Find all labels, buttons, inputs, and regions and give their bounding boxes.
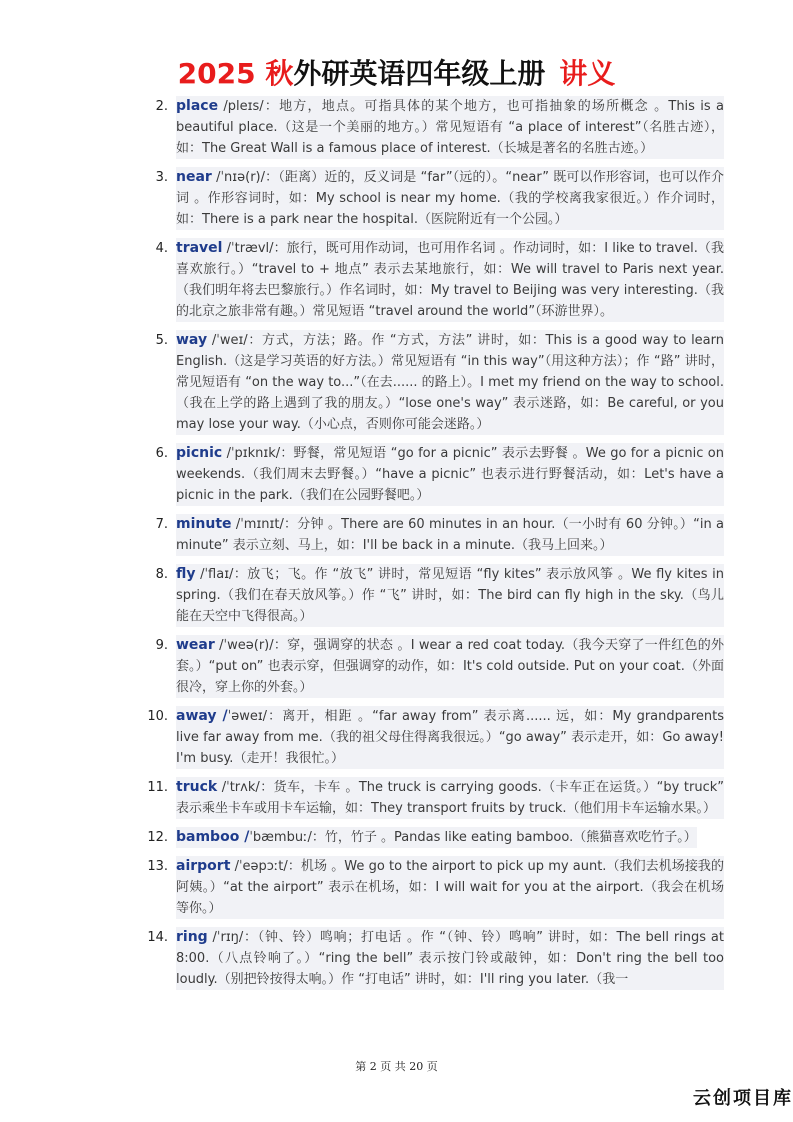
entry-definition: ˈəweɪ/：离开，相距 。“far away from” 表示离...... 远，如：My grandparents live far away from me.（我的祖父母住得离我很远。）“go away” 表示走开，如：Go away! I'm busy.（走开！我很忙。） bbox=[176, 709, 725, 766]
vocab-list bbox=[132, 96, 724, 998]
entry-number: 10. bbox=[147, 709, 168, 724]
entry-word: ring bbox=[176, 929, 208, 945]
entry-definition: /ˈtrʌk/：货车，卡车 。The truck is carrying goods.（卡车正在运货。）“by truck” 表示乘坐卡车或用卡车运输，如：They transport fruits by truck.（他们用卡车运输水果。） bbox=[176, 780, 724, 816]
entry-number: 8. bbox=[155, 567, 168, 582]
entry-number: 13. bbox=[147, 859, 168, 874]
entry-number: 4. bbox=[155, 241, 168, 256]
entry-word: place bbox=[176, 98, 219, 114]
vocab-entry bbox=[132, 514, 724, 556]
vocab-entry bbox=[132, 827, 724, 848]
entry-definition: /ˈeəpɔːt/：机场 。We go to the airport to pick up my aunt.（我们去机场接我的阿姨。）“at the airport” 表示在机场，如：I will wait for you at the airport.（我会在机场等你。） bbox=[176, 859, 724, 916]
vocab-entry bbox=[132, 238, 724, 322]
entry-definition: /ˈweə(r)/：穿，强调穿的状态 。I wear a red coat today.（我今天穿了一件红色的外套。）“put on” 也表示穿，但强调穿的动作，如：It's cold outside. Put on your coat.（外面很冷，穿上你的外套。） bbox=[176, 638, 724, 695]
vocab-entry bbox=[132, 330, 724, 435]
entry-word: minute bbox=[176, 516, 232, 532]
entry-number: 12. bbox=[147, 830, 168, 845]
entry-definition: /ˈnɪə(r)/：（距离）近的，反义词是 “far”（远的）。“near” 既可以作形容词，也可以作介词 。作形容词时，如：My school is near my home.（我的学校离我家很近。）作介词时，如：There is a park near the hospital.（医院附近有一个公园。） bbox=[176, 170, 724, 227]
entry-body bbox=[176, 635, 724, 698]
page-footer: 第 2 页 共 20 页 bbox=[355, 1060, 438, 1073]
title-year: 2025 秋 bbox=[177, 57, 294, 90]
vocab-entry bbox=[132, 96, 724, 159]
entry-word: way bbox=[176, 332, 208, 348]
vocab-entry bbox=[132, 777, 724, 819]
entry-word: fly bbox=[176, 566, 196, 582]
entry-word: wear bbox=[176, 637, 215, 653]
entry-number: 5. bbox=[155, 333, 168, 348]
entry-body bbox=[176, 856, 724, 919]
entry-number: 14. bbox=[147, 930, 168, 945]
entry-body bbox=[176, 96, 724, 159]
entry-body bbox=[176, 706, 724, 769]
entry-definition: /ˈflaɪ/：放飞；飞。作 “放飞” 讲时，常见短语 “fly kites” 表示放风筝 。We fly kites in spring.（我们在春天放风筝。）作 “飞” 讲时，如：The bird can fly high in the sky.（鸟儿能在天空中飞得很高。） bbox=[176, 567, 724, 624]
vocab-entry bbox=[132, 927, 724, 990]
vocab-entry bbox=[132, 706, 724, 769]
entry-body bbox=[176, 167, 724, 230]
entry-number: 6. bbox=[155, 446, 168, 461]
title-suffix: 讲义 bbox=[559, 57, 616, 90]
entry-body bbox=[176, 827, 697, 848]
entry-body bbox=[176, 514, 724, 556]
entry-definition: /pleɪs/：地方，地点。可指具体的某个地方，也可指抽象的场所概念 。This is a beautiful place.（这是一个美丽的地方。）常见短语有 “a place of interest”（名胜古迹），如：The Great Wall is a famous place of interest.（长城是著名的名胜古迹。） bbox=[176, 99, 724, 156]
entry-definition: /ˈrɪŋ/：（钟、铃）鸣响；打电话 。作 “（钟、铃）鸣响” 讲时，如：The bell rings at 8:00.（八点铃响了。）“ring the bell” 表示按门铃或敲钟，如：Don't ring the bell too loudly.（别把铃按得太响。）作 “打电话” 讲时，如：I'll ring you later.（我一 bbox=[176, 930, 724, 987]
entry-number: 9. bbox=[155, 638, 168, 653]
entry-definition: /ˈmɪnɪt/：分钟 。There are 60 minutes in an hour.（一小时有 60 分钟。）“in a minute” 表示立刻、马上，如：I'll be back in a minute.（我马上回来。） bbox=[176, 517, 724, 553]
entry-number: 11. bbox=[147, 780, 168, 795]
vocab-entry bbox=[132, 856, 724, 919]
entry-definition: /ˈtrævl/：旅行，既可用作动词，也可用作名词 。作动词时，如：I like to travel.（我喜欢旅行。）“travel to + 地点” 表示去某地旅行，如：We will travel to Paris next year.（我们明年将去巴黎旅行。）作名词时，如：My travel to Beijing was very interesting.（我的北京之旅非常有趣。）常见短语 “travel around the world”（环游世界）。 bbox=[176, 241, 724, 319]
entry-body bbox=[176, 777, 724, 819]
page-title bbox=[0, 52, 793, 92]
entry-word: away / bbox=[176, 708, 228, 724]
entry-definition: ˈbæmbuː/：竹，竹子 。Pandas like eating bamboo.（熊猫喜欢吃竹子。） bbox=[249, 830, 697, 845]
vocab-entry bbox=[132, 564, 724, 627]
entry-number: 2. bbox=[155, 99, 168, 114]
entry-number: 3. bbox=[155, 170, 168, 185]
entry-word: travel bbox=[176, 240, 223, 256]
vocab-entry bbox=[132, 167, 724, 230]
title-main: 外研英语四年级上册 bbox=[293, 57, 546, 90]
entry-word: airport bbox=[176, 858, 231, 874]
entry-word: bamboo / bbox=[176, 829, 250, 845]
entry-definition: /ˈweɪ/：方式，方法；路。作 “方式，方法” 讲时，如：This is a good way to learn English.（这是学习英语的好方法。）常见短语有 “in this way”（用这种方法）；作 “路” 讲时，常见短语有 “on the way to...”（在去...... 的路上）。I met my friend on the way to school.（我在上学的路上遇到了我的朋友。）“lose one's way” 表示迷路，如：Be careful, or you may lose your way.（小心点，否则你可能会迷路。） bbox=[176, 333, 724, 432]
entry-number: 7. bbox=[155, 517, 168, 532]
entry-body bbox=[176, 443, 724, 506]
entry-word: near bbox=[176, 169, 212, 185]
entry-body bbox=[176, 330, 724, 435]
vocab-entry bbox=[132, 443, 724, 506]
entry-word: truck bbox=[176, 779, 218, 795]
entry-body bbox=[176, 927, 724, 990]
entry-body bbox=[176, 238, 724, 322]
brand-watermark: 云创项目库 bbox=[693, 1088, 793, 1109]
entry-word: picnic bbox=[176, 445, 223, 461]
entry-body bbox=[176, 564, 724, 627]
vocab-entry bbox=[132, 635, 724, 698]
entry-definition: /ˈpɪknɪk/：野餐，常见短语 “go for a picnic” 表示去野餐 。We go for a picnic on weekends.（我们周末去野餐。）“have a picnic” 也表示进行野餐活动，如：Let's have a picnic in the park.（我们在公园野餐吧。） bbox=[176, 446, 724, 503]
